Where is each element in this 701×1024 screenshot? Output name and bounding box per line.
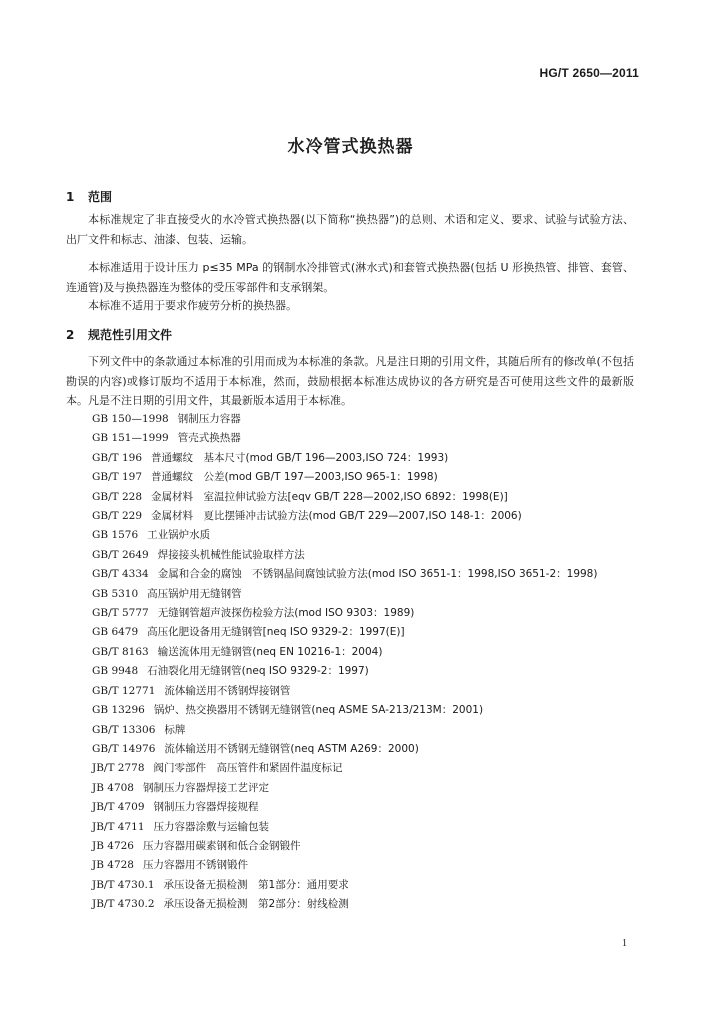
reference-item: JB 4708 钢制压力容器焊接工艺评定 [92,781,269,794]
document-title: 水冷管式换热器 [287,137,414,157]
scope-paragraph-3: 本标准不适用于要求作疲劳分析的换热器。 [88,299,297,312]
reference-item: JB 4726 压力容器用碳素钢和低合金钢锻件 [92,839,301,852]
reference-item: JB/T 4730.2 承压设备无损检测 第2部分：射线检测 [92,898,349,911]
reference-item: JB/T 4711 压力容器涂敷与运输包装 [92,820,270,833]
section-1-title: 范围 [88,190,113,204]
scope-paragraph-1: 本标准规定了非直接受火的水冷管式换热器(以下简称“换热器”)的总则、术语和定义、要求、试验与试验方法、出厂文件和标志、油漆、包装、运输。 [66,213,634,246]
standard-code: HG/T 2650—2011 [539,66,639,80]
page-number: 1 [622,938,627,949]
reference-item: GB/T 5777 无缝钢管超声波探伤检验方法(mod ISO 9303：1989) [92,607,415,620]
section-2-heading [66,326,172,343]
section-1-heading [66,188,112,205]
reference-item: GB 1576 工业锅炉水质 [92,529,211,542]
reference-item: GB/T 228 金属材料 室温拉伸试验方法[eqv GB/T 228—2002,ISO 6892：1998(E)] [92,490,508,503]
section-1-number: 1 [66,190,75,204]
reference-item: JB/T 4730.1 承压设备无损检测 第1部分：通用要求 [92,878,349,891]
reference-item: GB/T 8163 输送流体用无缝钢管(neq EN 10216-1：2004) [92,645,383,658]
reference-item: GB/T 14976 流体输送用不锈钢无缝钢管(neq ASTM A269：2000) [92,742,419,755]
reference-item: GB 150—1998 钢制压力容器 [92,413,241,425]
reference-item: JB/T 2778 阀门零部件 高压管件和紧固件温度标记 [92,762,343,775]
reference-item: GB/T 13306 标牌 [92,723,186,736]
reference-item: GB 9948 石油裂化用无缝钢管(neq ISO 9329-2：1997) [92,665,369,678]
references-intro: 下列文件中的条款通过本标准的引用而成为本标准的条款。凡是注日期的引用文件，其随后所有的修改单(不包括勘误的内容)或修订版均不适用于本标准，然而，鼓励根据本标准达成协议的各方研究是否可使用这些文件的最新版本。凡是不注日期的引用文件，其最新版本适用于本标准。 [66,355,634,407]
reference-item: GB 13296 锅炉、热交换器用不锈钢无缝钢管(neq ASME SA-213/213M：2001) [92,704,484,717]
reference-item: GB/T 196 普通螺纹 基本尺寸(mod GB/T 196—2003,ISO 724：1993) [92,451,449,464]
reference-list [66,410,646,915]
reference-item: GB/T 229 金属材料 夏比摆锤冲击试验方法(mod GB/T 229—2007,ISO 148-1：2006) [92,510,522,523]
reference-item: GB/T 197 普通螺纹 公差(mod GB/T 197—2003,ISO 965-1：1998) [92,471,438,484]
reference-item: JB/T 4709 钢制压力容器焊接规程 [92,801,259,814]
reference-item: GB/T 2649 焊接接头机械性能试验取样方法 [92,548,305,561]
reference-item: GB/T 4334 金属和合金的腐蚀 不锈钢晶间腐蚀试验方法(mod ISO 3651-1：1998,ISO 3651-2：1998) [92,568,598,581]
section-2-title: 规范性引用文件 [88,328,173,342]
reference-item: GB/T 12771 流体输送用不锈钢焊接钢管 [92,684,291,697]
reference-item: GB 151—1999 管壳式换热器 [92,432,241,445]
scope-paragraph-2: 本标准适用于设计压力 p≤35 MPa 的钢制水冷排管式(淋水式)和套管式换热器(包括 U 形换热管、排管、套管、连通管)及与换热器连为整体的受压零部件和支承钢架。 [66,261,634,294]
reference-item: JB 4728 压力容器用不锈钢锻件 [92,859,248,872]
reference-item: GB 5310 高压锅炉用无缝钢管 [92,587,242,600]
reference-item: GB 6479 高压化肥设备用无缝钢管[neq ISO 9329-2：1997(E)] [92,626,405,639]
section-2-number: 2 [66,328,75,342]
